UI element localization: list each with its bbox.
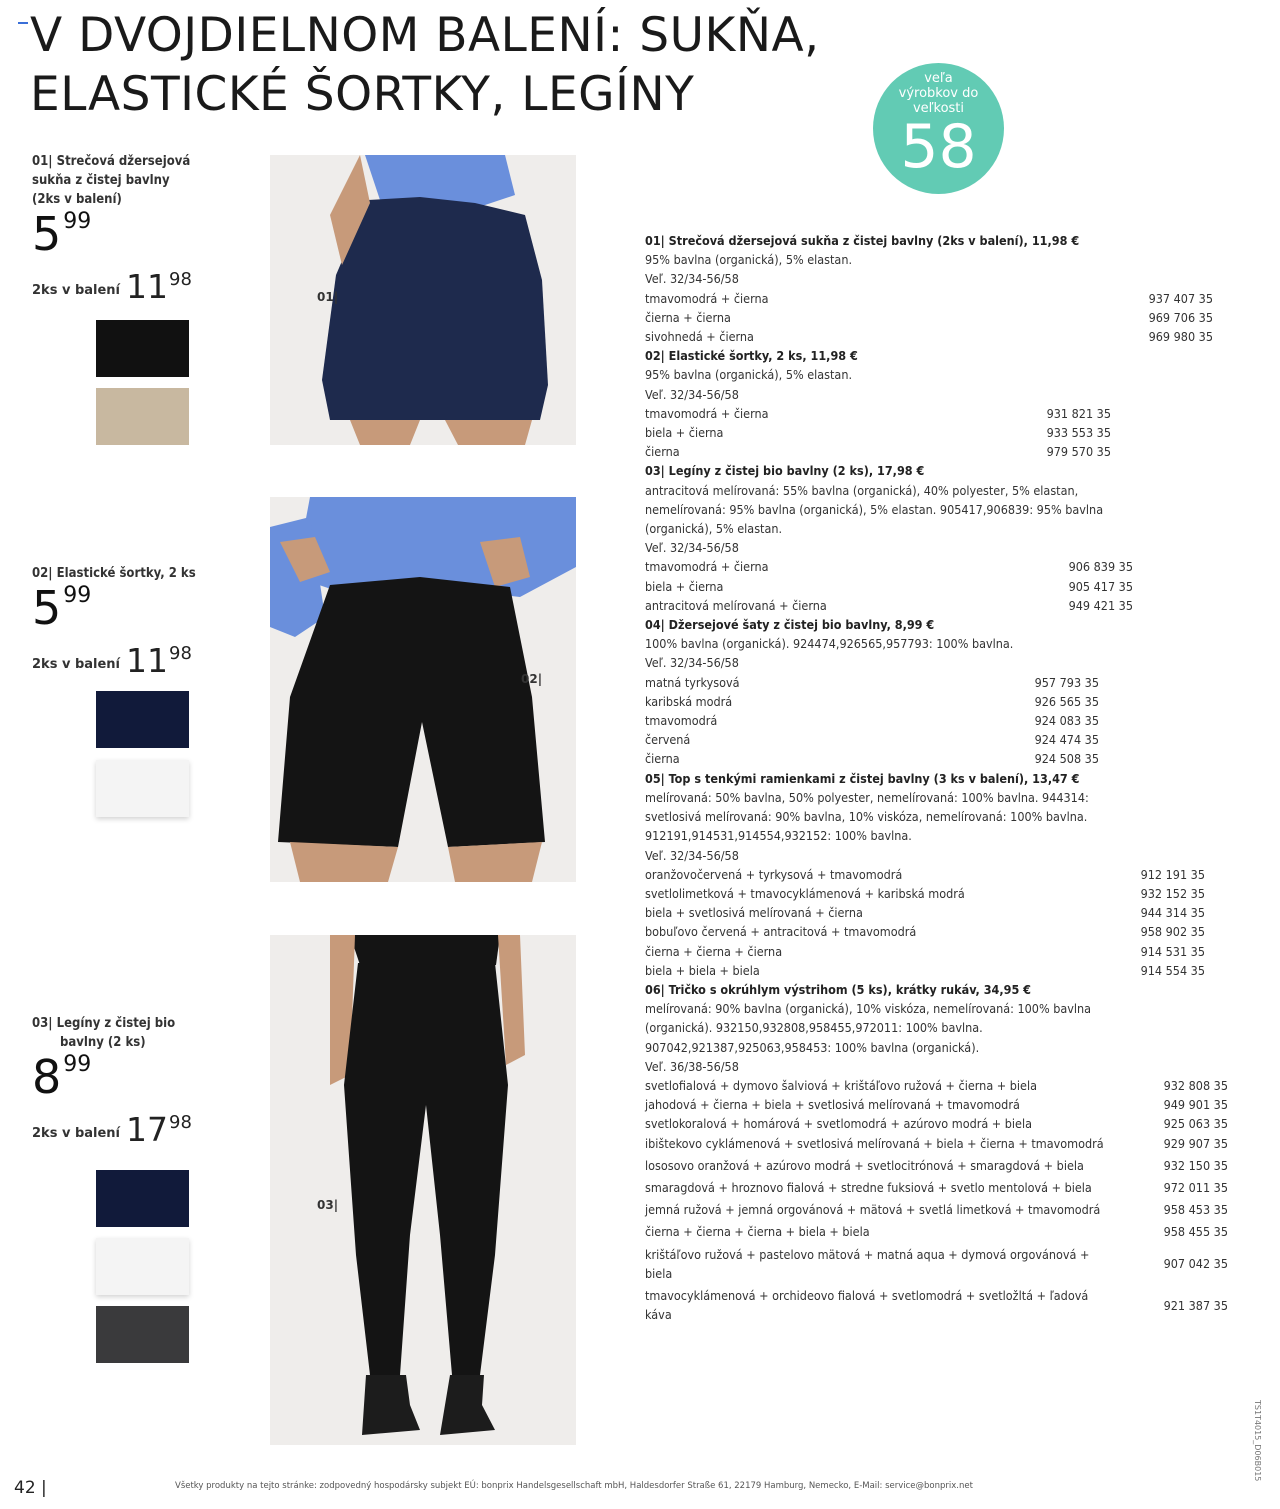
variant-color: krištáľovo ružová + pastelovo mätová + matná aqua + dymová orgovánová + biela: [645, 1246, 1090, 1281]
size-badge-text: [873, 71, 1004, 116]
spec-variant-row: [645, 865, 1205, 884]
spec-variant-row: [645, 903, 1205, 922]
product-name: [32, 152, 192, 209]
variant-color: ibištekovo cyklámenová + svetlosivá melírovaná + biela + čierna + tmavomodrá: [645, 1135, 1104, 1151]
variant-color: svetlokoralová + homárová + svetlomodrá + azúrovo modrá + biela: [645, 1116, 1032, 1132]
variant-code: 924 474 35: [1034, 732, 1099, 748]
spec-variant-row: [645, 1134, 1228, 1153]
price-integer: 8: [32, 1050, 62, 1104]
spec-variant-row: [645, 922, 1205, 941]
spec-size: Veľ. 32/34-56/58: [645, 847, 739, 863]
variant-code: 958 453 35: [1163, 1202, 1228, 1218]
spec-variant-row: [645, 1286, 1228, 1324]
variant-code: 931 821 35: [1046, 405, 1111, 421]
variant-color: tmavomodrá: [645, 713, 718, 729]
photo-label-02: 02|: [521, 672, 543, 686]
spec-size: Veľ. 32/34-56/58: [645, 655, 739, 671]
spec-size: Veľ. 32/34-56/58: [645, 540, 739, 556]
shorts-illustration: [270, 497, 576, 882]
variant-color: čierna + čierna + čierna + biela + biela: [645, 1224, 870, 1240]
variant-color: biela + svetlosivá melírovaná + čierna: [645, 905, 863, 921]
color-swatch-white[interactable]: [96, 1238, 189, 1295]
spec-variant-row: [645, 749, 1099, 768]
spec-variant-row: [645, 442, 1111, 461]
color-swatch-navy[interactable]: [96, 691, 189, 748]
spec-variant-row: [645, 1076, 1228, 1095]
variant-color: bobuľovo červená + antracitová + tmavomodrá: [645, 924, 917, 940]
variant-color: tmavomodrá + čierna: [645, 559, 769, 575]
page-title-line-2: ELASTICKÉ ŠORTKY, LEGÍNY: [30, 67, 695, 122]
variant-color: sivohnedá + čierna: [645, 329, 754, 345]
spec-size: Veľ. 32/34-56/58: [645, 386, 739, 402]
spec-size: Veľ. 32/34-56/58: [645, 271, 739, 287]
price-integer: 5: [32, 581, 62, 635]
product-name-line: sukňa z čistej bavlny: [32, 173, 170, 188]
pack-price-integer: 17: [126, 1110, 169, 1149]
variant-color: jahodová + čierna + biela + svetlosivá melírovaná + tmavomodrá: [645, 1097, 1020, 1113]
vertical-catalog-code: TS1T4015_D06B015: [1253, 1400, 1262, 1482]
spec-material: 912191,914531,914554,932152: 100% bavlna.: [645, 828, 912, 844]
variant-code: 932 152 35: [1140, 885, 1205, 901]
pack-label: 2ks v balení: [32, 657, 121, 672]
variant-color: biela + čierna: [645, 425, 724, 441]
variant-code: 905 417 35: [1068, 578, 1133, 594]
spec-heading-03: 03| Legíny z čistej bio bavlny (2 ks), 17,98 €: [645, 463, 925, 479]
page-title: [30, 6, 820, 124]
spec-variant-row: [645, 289, 1213, 308]
spec-variant-row: [645, 308, 1213, 327]
unit-price: [32, 583, 196, 633]
spec-material: nemelírovaná: 95% bavlna (organická), 5% elastan. 905417,906839: 95% bavlna: [645, 501, 1104, 517]
color-swatch-navy[interactable]: [96, 1170, 189, 1227]
variant-code: 921 387 35: [1163, 1297, 1228, 1313]
variant-color: tmavomodrá + čierna: [645, 290, 769, 306]
variant-code: 932 150 35: [1163, 1157, 1228, 1173]
product-number: 02|: [32, 566, 53, 581]
variant-code: 949 421 35: [1068, 597, 1133, 613]
variant-color: antracitová melírovaná + čierna: [645, 597, 827, 613]
spec-material: (organická), 5% elastan.: [645, 521, 783, 537]
variant-color: karibská modrá: [645, 693, 733, 709]
product-number: 01|: [32, 154, 53, 169]
variant-code: 933 553 35: [1046, 425, 1111, 441]
variant-color: čierna: [645, 444, 680, 460]
variant-code: 912 191 35: [1140, 866, 1205, 882]
pack-price-integer: 11: [126, 267, 169, 306]
variant-code: 957 793 35: [1034, 674, 1099, 690]
product-photo-leggings[interactable]: [270, 935, 576, 1445]
price-cents: 99: [63, 209, 92, 234]
variant-code: 958 455 35: [1163, 1224, 1228, 1240]
variant-color: lososovo oranžová + azúrovo modrá + svetlocitrónová + smaragdová + biela: [645, 1157, 1084, 1173]
spec-heading-01: 01| Strečová džersejová sukňa z čistej bavlny (2ks v balení), 11,98 €: [645, 233, 1080, 248]
variant-code: 932 808 35: [1163, 1077, 1228, 1093]
product-name-line: Strečová džersejová: [56, 154, 191, 169]
spec-variant-row: [645, 1156, 1228, 1175]
unit-price: [32, 1052, 192, 1102]
spec-variant-row: [645, 711, 1099, 730]
price-cents: 99: [63, 1052, 92, 1077]
variant-color: čierna + čierna: [645, 309, 731, 325]
product-number: 03|: [32, 1016, 53, 1031]
size-badge-number: 58: [900, 112, 977, 182]
spec-variant-row: [645, 596, 1133, 615]
unit-price: [32, 209, 192, 259]
variant-code: 914 554 35: [1140, 962, 1205, 978]
variant-color: biela + čierna: [645, 578, 724, 594]
legal-footnote: Všetky produkty na tejto stránke: zodpovedný hospodársky subjekt EÚ: bonprix Handelsgesellschaft mbH, Haldesdorfer Straße 61, 22179 Hamburg, Nemecko, E-Mail: service@bonprix.net: [175, 1481, 973, 1491]
product-name: [32, 1014, 192, 1052]
variant-color: červená: [645, 732, 691, 748]
spec-variant-row: [645, 1114, 1228, 1133]
size-badge: [873, 63, 1004, 194]
product-name-line: Elastické šortky, 2 ks: [56, 566, 196, 581]
spec-variant-row: [645, 942, 1205, 961]
spec-material: svetlosivá melírovaná: 90% bavlna, 10% viskóza, nemelírovaná: 100% bavlna.: [645, 809, 1088, 825]
pack-price: [32, 269, 192, 305]
variant-color: tmavomodrá + čierna: [645, 405, 769, 421]
variant-code: 969 980 35: [1148, 329, 1213, 345]
variant-code: 972 011 35: [1163, 1179, 1228, 1195]
spec-variant-row: [645, 1178, 1228, 1197]
leggings-illustration: [270, 935, 576, 1445]
spec-variant-row: [645, 577, 1133, 596]
variant-code: 907 042 35: [1163, 1256, 1228, 1272]
variant-color: matná tyrkysová: [645, 674, 740, 690]
spec-material: 95% bavlna (organická), 5% elastan.: [645, 367, 853, 383]
spec-variant-row: [645, 1245, 1228, 1283]
variant-code: 906 839 35: [1068, 559, 1133, 575]
spec-heading-06: 06| Tričko s okrúhlym výstrihom (5 ks), krátky rukáv, 34,95 €: [645, 981, 1032, 997]
product-name-line: (2ks v balení): [32, 192, 122, 207]
spec-material: melírovaná: 90% bavlna (organická), 10% viskóza, nemelírovaná: 100% bavlna: [645, 1001, 1092, 1017]
product-01: [32, 152, 192, 305]
spec-variant-row: [645, 673, 1099, 692]
variant-code: 958 902 35: [1140, 924, 1205, 940]
badge-line-1: veľa: [924, 71, 953, 86]
product-03: [32, 1014, 192, 1148]
spec-heading-05: 05| Top s tenkými ramienkami z čistej bavlny (3 ks v balení), 13,47 €: [645, 770, 1080, 786]
spec-variant-row: [645, 1095, 1228, 1114]
variant-color: tmavocyklámenová + orchideovo fialová + svetlomodrá + svetložltá + ľadová káva: [645, 1287, 1089, 1323]
color-swatch-black[interactable]: [96, 320, 189, 377]
product-photo-shorts[interactable]: [270, 497, 576, 882]
spec-variant-row: [645, 557, 1133, 576]
photo-label-03: 03|: [317, 1198, 339, 1212]
product-name-line: bavlny (2 ks): [60, 1035, 146, 1050]
pack-price-cents: 98: [169, 269, 192, 290]
spec-material: antracitová melírovaná: 55% bavlna (organická), 40% polyester, 5% elastan,: [645, 482, 1079, 498]
variant-color: biela + biela + biela: [645, 962, 760, 978]
variant-code: 924 508 35: [1034, 751, 1099, 767]
pack-price: [32, 643, 196, 679]
variant-code: 924 083 35: [1034, 713, 1099, 729]
spec-material: 100% bavlna (organická). 924474,926565,957793: 100% bavlna.: [645, 636, 1014, 652]
spec-variant-row: [645, 423, 1111, 442]
variant-color: smaragdová + hroznovo fialová + stredne fuksiová + svetlo mentolová + biela: [645, 1179, 1092, 1195]
spec-material: melírovaná: 50% bavlna, 50% polyester, nemelírovaná: 100% bavlna. 944314:: [645, 789, 1089, 805]
variant-code: 937 407 35: [1148, 290, 1213, 306]
badge-line-3: veľkosti: [912, 101, 965, 116]
variant-color: čierna: [645, 751, 680, 767]
page-footer: [0, 1472, 1280, 1502]
color-swatch-beige[interactable]: [96, 388, 189, 445]
product-name-line: Legíny z čistej bio: [56, 1016, 176, 1031]
spec-material: 907042,921387,925063,958453: 100% bavlna (organická).: [645, 1039, 980, 1055]
page-title-line-1: V DVOJDIELNOM BALENÍ: SUKŇA,: [30, 8, 820, 63]
variant-code: 925 063 35: [1163, 1116, 1228, 1132]
spec-variant-row: [645, 692, 1099, 711]
spec-heading-04: 04| Džersejové šaty z čistej bio bavlny, 8,99 €: [645, 617, 935, 633]
pack-price-cents: 98: [169, 643, 192, 664]
spec-variant-row: [645, 1200, 1228, 1219]
variant-code: 949 901 35: [1163, 1097, 1228, 1113]
variant-color: čierna + čierna + čierna: [645, 943, 783, 959]
variant-color: jemná ružová + jemná orgovánová + mätová + svetlá limetková + tmavomodrá: [645, 1202, 1101, 1218]
spec-size: Veľ. 36/38-56/58: [645, 1058, 739, 1074]
variant-code: 914 531 35: [1140, 943, 1205, 959]
pack-price-cents: 98: [169, 1112, 192, 1133]
variant-code: 979 570 35: [1046, 444, 1111, 460]
variant-code: 929 907 35: [1163, 1135, 1228, 1151]
spec-variant-row: [645, 404, 1111, 423]
product-specifications: [645, 231, 1245, 1324]
pack-price: [32, 1112, 192, 1148]
color-swatch-anthracite[interactable]: [96, 1306, 189, 1363]
price-cents: 99: [63, 583, 92, 608]
spec-material: 95% bavlna (organická), 5% elastan.: [645, 252, 853, 268]
product-02: [32, 564, 196, 679]
color-swatch-white[interactable]: [96, 760, 189, 817]
badge-line-2: výrobkov do: [898, 86, 979, 101]
variant-color: svetlofialová + dymovo šalviová + krištáľovo ružová + čierna + biela: [645, 1077, 1037, 1093]
variant-color: oranžovočervená + tyrkysová + tmavomodrá: [645, 866, 903, 882]
spec-heading-02: 02| Elastické šortky, 2 ks, 11,98 €: [645, 348, 858, 364]
photo-label-01: 01|: [317, 290, 339, 304]
variant-code: 944 314 35: [1140, 905, 1205, 921]
spec-variant-row: [645, 730, 1099, 749]
product-photo-skirt[interactable]: [270, 155, 576, 445]
price-integer: 5: [32, 207, 62, 261]
spec-material: (organická). 932150,932808,958455,972011: 100% bavlna.: [645, 1020, 983, 1036]
variant-color: svetlolimetková + tmavocyklámenová + karibská modrá: [645, 885, 965, 901]
spec-variant-row: [645, 961, 1205, 980]
spec-variant-row: [645, 1222, 1228, 1241]
pack-label: 2ks v balení: [32, 1126, 121, 1141]
title-accent-mark: [18, 22, 28, 24]
variant-code: 969 706 35: [1148, 309, 1213, 325]
pack-price-integer: 11: [126, 641, 169, 680]
skirt-illustration: [270, 155, 576, 445]
page-number: 42 |: [14, 1478, 47, 1498]
variant-code: 926 565 35: [1034, 693, 1099, 709]
spec-variant-row: [645, 884, 1205, 903]
pack-label: 2ks v balení: [32, 283, 121, 298]
spec-variant-row: [645, 327, 1213, 346]
